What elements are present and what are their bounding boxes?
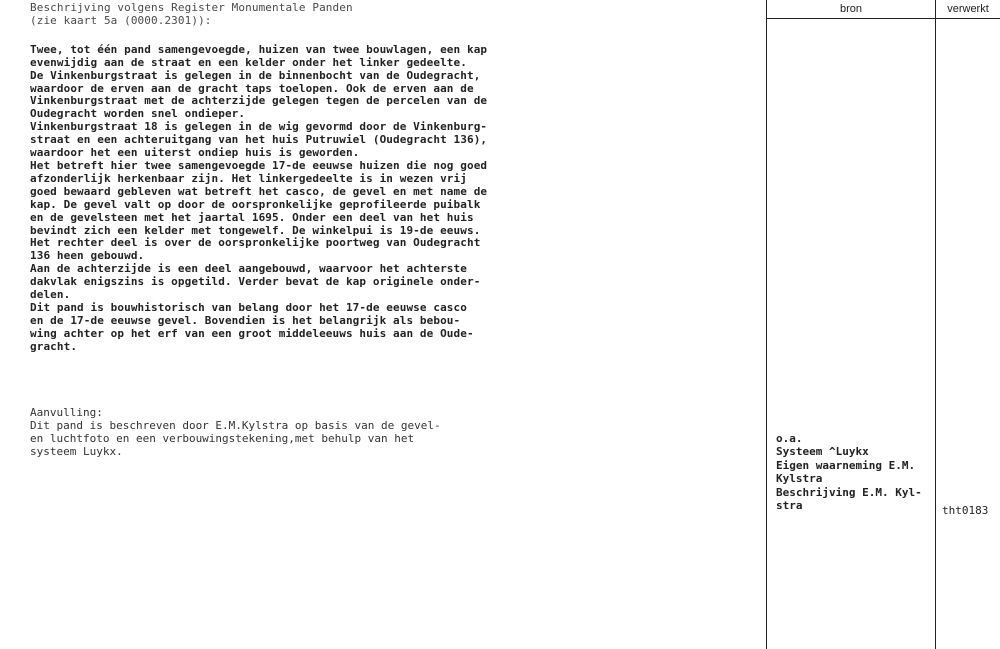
body-line: waardoor het een uiterst ondiep huis is geworden. [30,146,360,160]
body-line: Vinkenburgstraat 18 is gelegen in de wig gevormd door de Vinkenburg- [30,120,488,134]
main-text-column [30,2,550,354]
bron-line: Eigen waarneming E.M. [776,458,916,472]
body-line: De Vinkenburgstraat is gelegen in de binnenbocht van de Oudegracht, [30,68,481,82]
header-title: Beschrijving volgens Register Monumentale Panden [30,1,353,14]
addendum-section [30,407,550,459]
verwerkt-column-left-border [935,0,936,649]
bron-line: Beschrijving E.M. Kyl- [776,485,922,499]
bron-line: o.a. [776,432,803,445]
body-line: waardoor de erven aan de gracht taps toelopen. Ook de erven aan de [30,81,474,95]
body-line: Oudegracht worden snel ondieper. [30,107,246,121]
body-line: gracht. [30,339,78,353]
bron-line: Systeem ^Luykx [776,445,869,459]
verwerkt-code: tht0183 [942,504,989,517]
addendum-line: en luchtfoto en een verbouwingstekening,met behulp van het [30,431,415,445]
body-line: dakvlak enigszins is opgetild. Verder bevat de kap originele onder- [30,275,481,289]
bron-entries [776,432,934,512]
description-body [30,44,550,354]
bron-line: stra [776,499,803,513]
body-line: en de gevelsteen met het jaartal 1695. Onder een deel van het huis [30,210,474,224]
body-line: kap. De gevel valt op door de oorspronkelijke geprofileerde puibalk [30,197,481,211]
bron-line: Kylstra [776,472,823,486]
body-line: wing achter op het erf van een groot middeleeuws huis aan de Oude- [30,326,474,340]
column-header-rule [766,18,1000,19]
body-line: goed bewaard gebleven wat betreft het casco, de gevel en met name de [30,184,488,198]
addendum-line: systeem Luykx. [30,444,123,458]
body-line: Het rechter deel is over de oorspronkelijke poortweg van Oudegracht [30,236,481,250]
body-line: Twee, tot één pand samengevoegde, huizen van twee bouwlagen, een kap [30,42,488,56]
addendum-line: Dit pand is beschreven door E.M.Kylstra op basis van de gevel- [30,418,441,432]
bron-column-header: bron [839,3,863,15]
body-line: en de 17-de eeuwse gevel. Bovendien is het belangrijk als bebou- [30,313,461,327]
verwerkt-column-header: verwerkt [947,3,989,15]
document-header [30,2,550,28]
body-line: straat en een achteruitgang van het huis Putruwiel (Oudegracht 136), [30,133,488,147]
body-line: bevindt zich een kelder met tongewelf. De winkelpui is 19-de eeuws. [30,223,481,237]
body-line: Aan de achterzijde is een deel aangebouwd, waarvoor het achterste [30,262,467,276]
body-line: 136 heen gebouwd. [30,249,145,263]
addendum-heading: Aanvulling: [30,406,103,419]
body-line: Dit pand is bouwhistorisch van belang door het 17-de eeuwse casco [30,300,467,314]
body-line: afzonderlijk herkenbaar zijn. Het linkergedeelte is in wezen vrij [30,171,467,185]
body-line: evenwijdig aan de straat en een kelder onder het linker gedeelte. [30,55,467,69]
body-line: Het betreft hier twee samengevoegde 17-de eeuwse huizen die nog goed [30,158,488,172]
body-line: Vinkenburgstraat met de achterzijde gelegen tegen de percelen van de [30,94,488,108]
header-map-reference: (zie kaart 5a (0000.2301)): [30,13,212,27]
body-line: delen. [30,288,71,302]
bron-column-left-border [766,0,767,649]
